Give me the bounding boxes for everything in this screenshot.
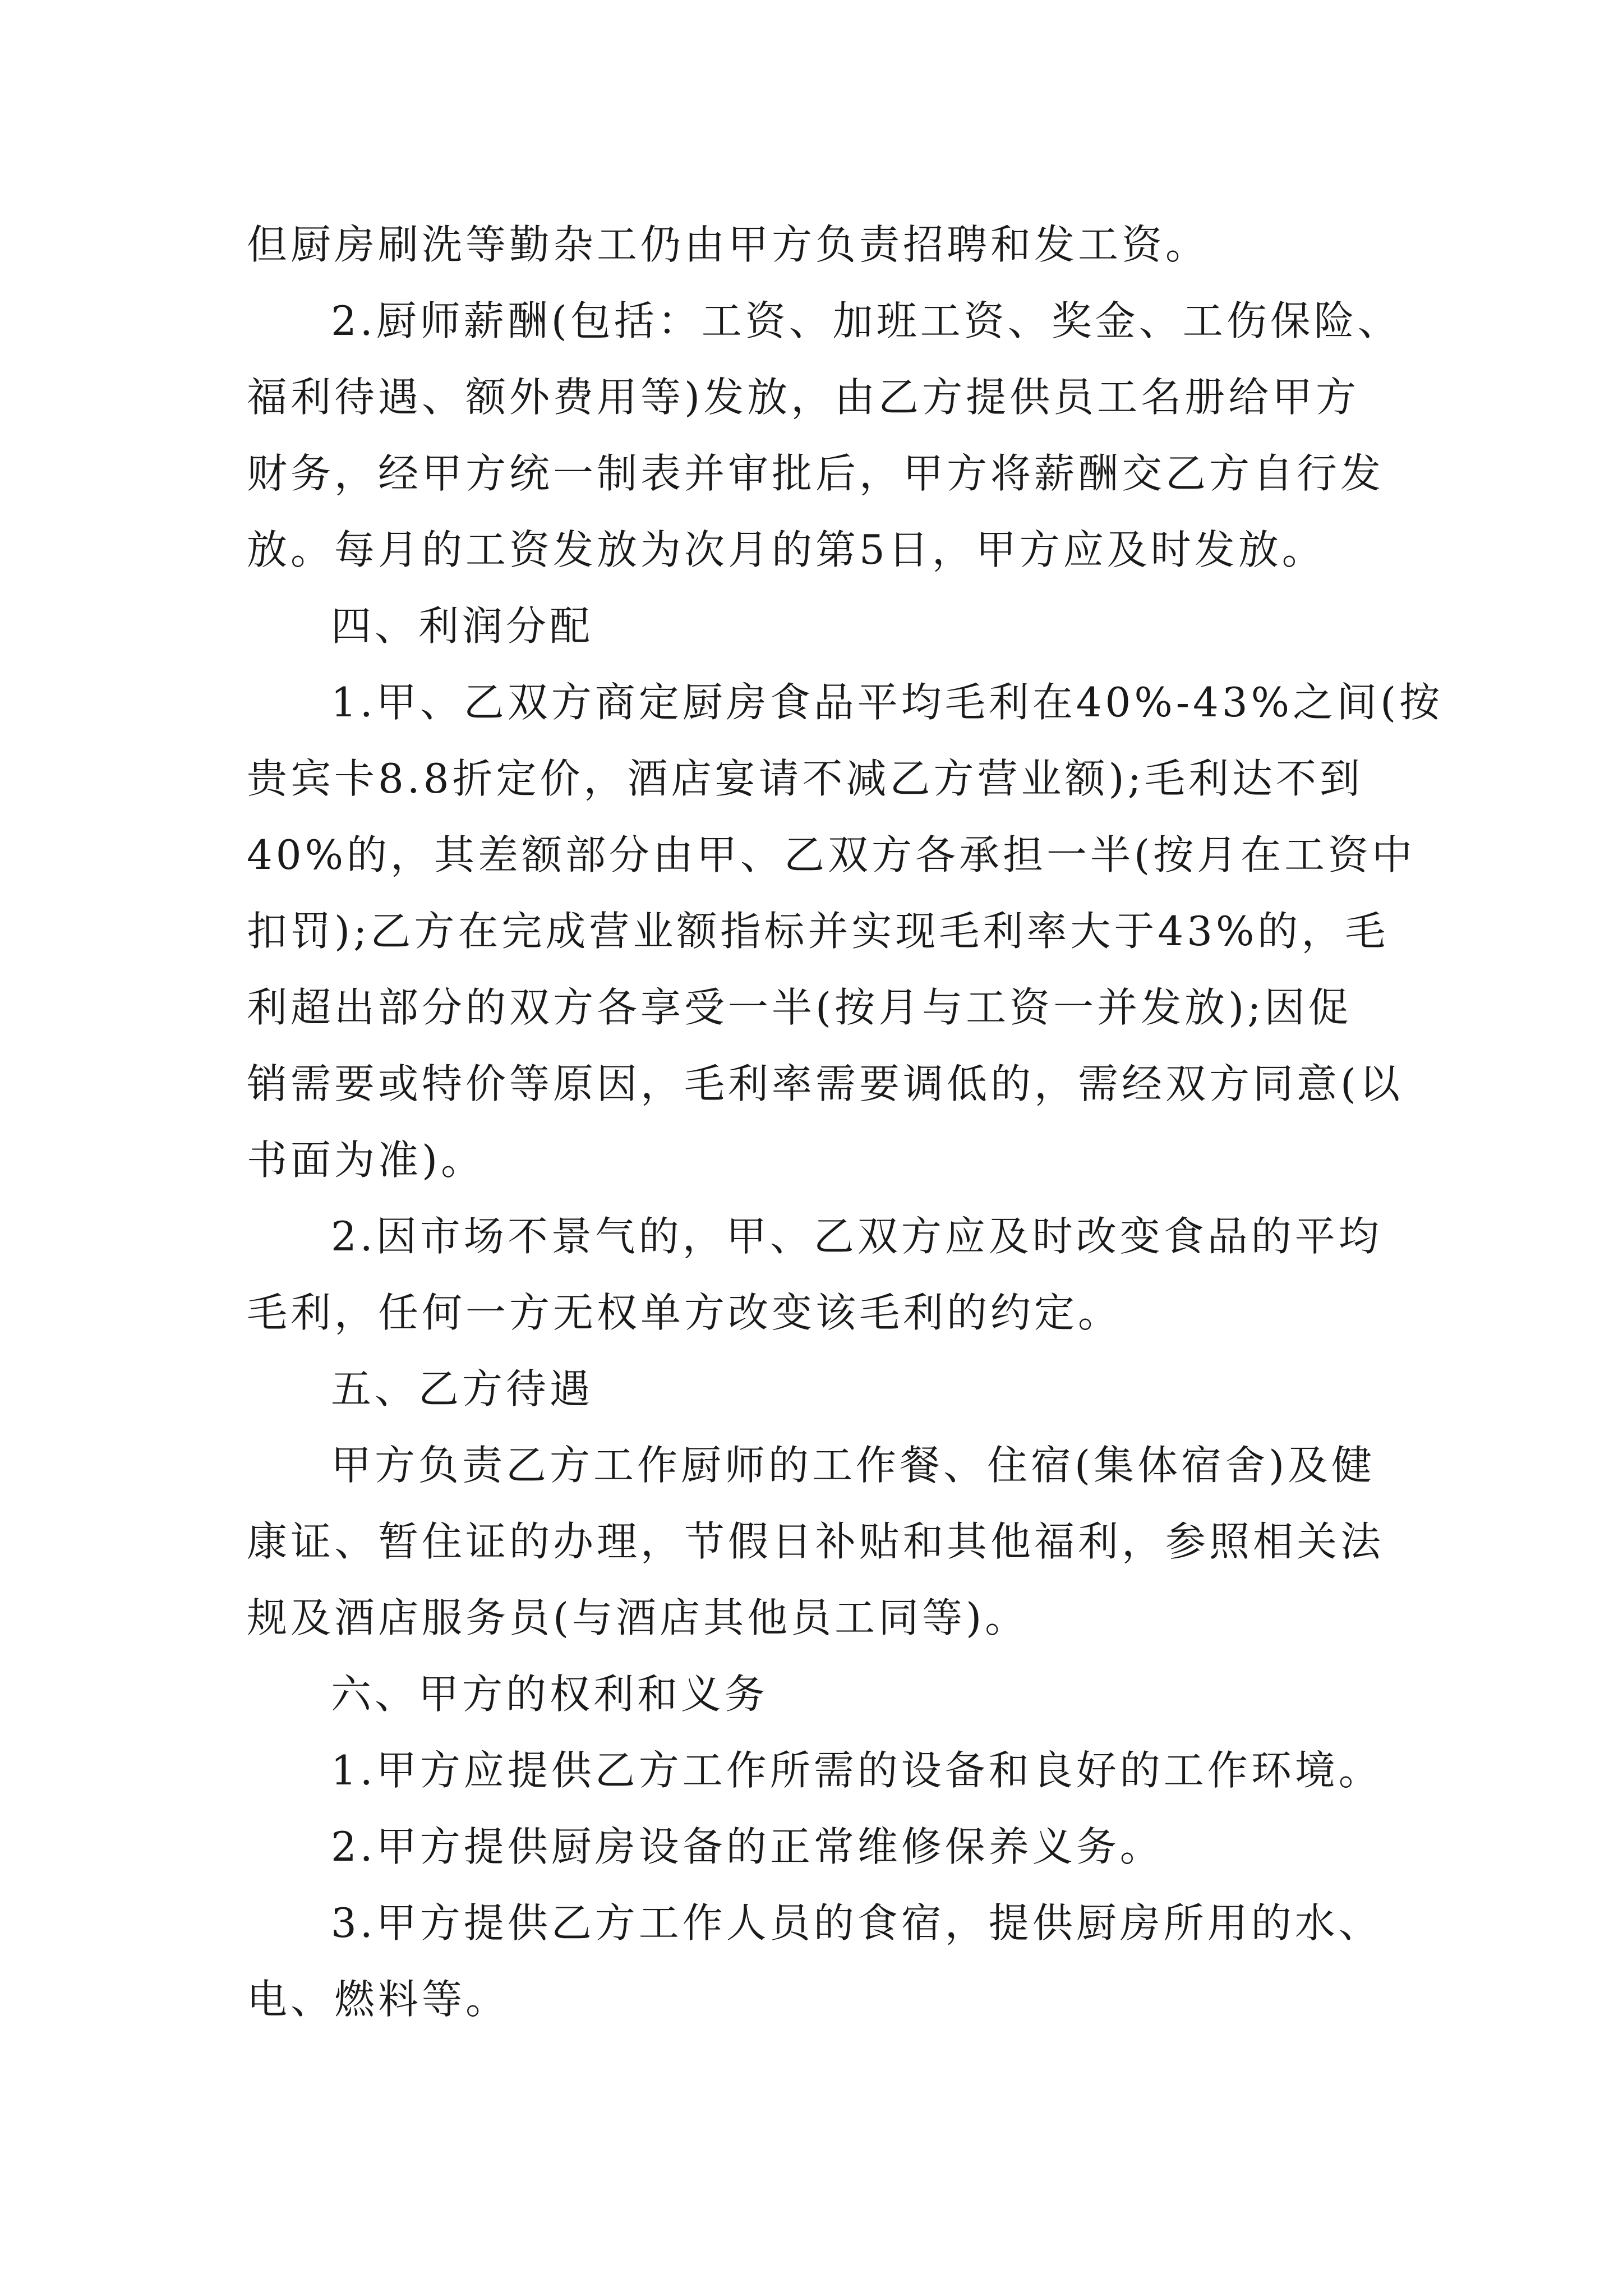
body-line: 康证、暂住证的办理，节假日补贴和其他福利，参照相关法: [247, 1518, 1385, 1565]
body-line: 放。每月的工资发放为次月的第5日，甲方应及时发放。: [247, 526, 1326, 573]
document-body: [247, 206, 1444, 2037]
body-line: 利超出部分的双方各享受一半(按月与工资一并发放);因促: [247, 984, 1352, 1031]
body-line: 40%的，其差额部分由甲、乙双方各承担一半(按月在工资中: [247, 831, 1416, 878]
body-line: 规及酒店服务员(与酒店其他员工同等)。: [247, 1594, 1029, 1641]
body-line: 电、燃料等。: [247, 1976, 510, 2023]
body-line: 3.甲方提供乙方工作人员的食宿，提供厨房所用的水、: [331, 1899, 1382, 1947]
body-line: 1.甲、乙双方商定厨房食品平均毛利在40%-43%之间(按: [331, 679, 1444, 726]
body-line: 毛利，任何一方无权单方改变该毛利的约定。: [247, 1289, 1122, 1336]
section-heading: 六、甲方的权利和义务: [331, 1671, 769, 1718]
body-line: 1.甲方应提供乙方工作所需的设备和良好的工作环境。: [331, 1747, 1382, 1794]
body-line: 2.因市场不景气的，甲、乙双方应及时改变食品的平均: [331, 1213, 1382, 1260]
body-line: 贵宾卡8.8折定价，酒店宴请不减乙方营业额);毛利达不到: [247, 755, 1363, 802]
body-line: 2.厨师薪酬(包括：工资、加班工资、奖金、工伤保险、: [331, 297, 1401, 344]
body-line: 财务，经甲方统一制表并审批后，甲方将薪酬交乙方自行发: [247, 450, 1385, 497]
body-line: 扣罚);乙方在完成营业额指标并实现毛利率大于43%的，毛: [247, 908, 1389, 955]
body-line: 2.甲方提供厨房设备的正常维修保养义务。: [331, 1823, 1164, 1870]
body-line: 书面为准)。: [247, 1137, 485, 1184]
body-line: 但厨房刷洗等勤杂工仍由甲方负责招聘和发工资。: [247, 221, 1210, 268]
body-line: 福利待遇、额外费用等)发放，由乙方提供员工名册给甲方: [247, 374, 1360, 421]
body-line: 销需要或特价等原因，毛利率需要调低的，需经双方同意(以: [247, 1060, 1404, 1107]
body-line: 甲方负责乙方工作厨师的工作餐、住宿(集体宿舍)及健: [331, 1442, 1376, 1489]
section-heading: 五、乙方待遇: [331, 1365, 594, 1412]
section-heading: 四、利润分配: [331, 602, 594, 650]
